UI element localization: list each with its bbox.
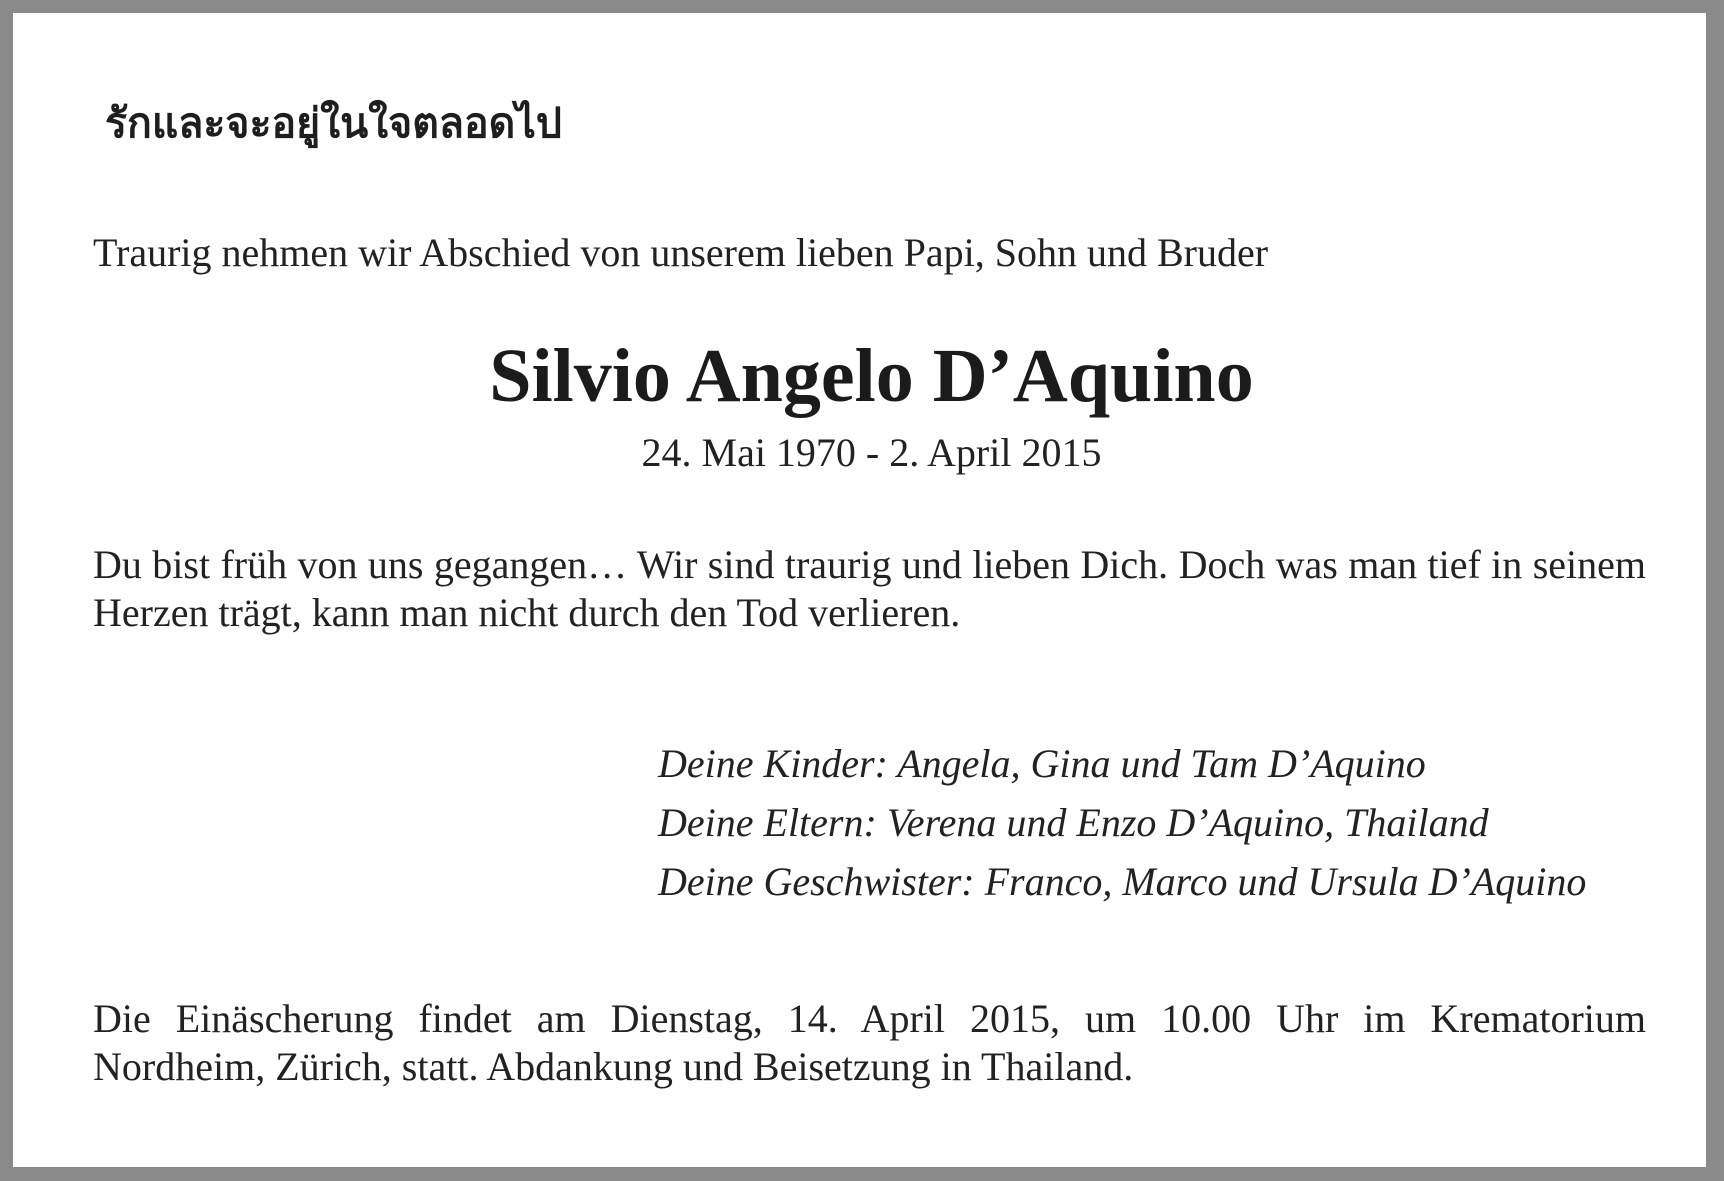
message-paragraph: Du bist früh von uns gegangen… Wir sind traurig und lieben Dich. Doch was man tief in seinem Herzen trägt, kann man nicht durch den Tod verlieren.: [93, 542, 1646, 635]
obituary-page: [13, 13, 1706, 1167]
family-children: Deine Kinder: Angela, Gina und Tam D’Aquino: [658, 741, 1426, 786]
ceremony-paragraph: Die Einäscherung findet am Dienstag, 14. April 2015, um 10.00 Uhr im Krematorium Nordheim, Zürich, statt. Abdankung und Beisetzung in Thailand.: [93, 996, 1646, 1089]
thai-heading: รักและจะอยู่ในใจตลอดไป: [105, 99, 562, 147]
family-parents: Deine Eltern: Verena und Enzo D’Aquino, Thailand: [658, 800, 1489, 845]
intro-text: Traurig nehmen wir Abschied von unserem lieben Papi, Sohn und Bruder: [93, 230, 1269, 275]
family-siblings: Deine Geschwister: Franco, Marco und Ursula D’Aquino: [658, 859, 1587, 904]
life-dates: 24. Mai 1970 - 2. April 2015: [641, 430, 1102, 475]
deceased-name: Silvio Angelo D’Aquino: [489, 334, 1254, 418]
family-list: [658, 734, 1586, 911]
